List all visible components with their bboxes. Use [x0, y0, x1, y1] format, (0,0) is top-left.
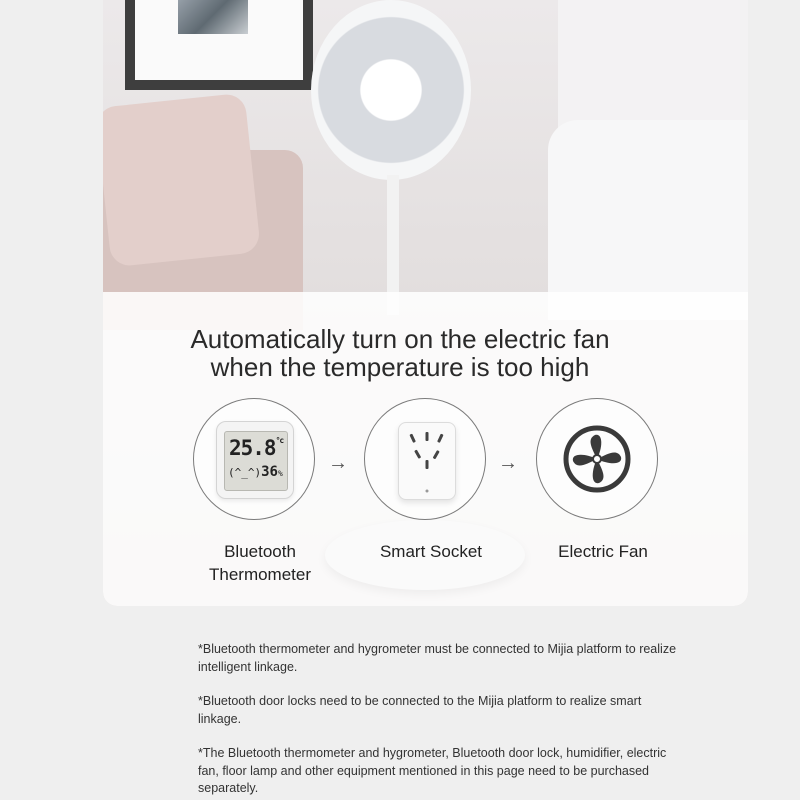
humidity-value: 36 — [261, 464, 278, 480]
comfort-face: (^_^) — [228, 466, 262, 479]
arrow-icon: → — [498, 452, 518, 474]
flow-label-thermometer: Bluetooth Thermometer — [208, 542, 312, 584]
socket-circle — [364, 398, 486, 520]
thermometer-circle — [193, 398, 315, 520]
flow-label-fan: Electric Fan — [558, 542, 648, 561]
smart-socket-icon — [398, 422, 456, 500]
pillow — [103, 93, 261, 268]
fan-circle — [536, 398, 658, 520]
headline-line-1: Automatically turn on the electric fan — [190, 324, 610, 354]
standing-fan — [311, 0, 471, 180]
bed — [548, 120, 748, 320]
picture-frame — [125, 0, 313, 90]
arrow-icon: → — [328, 452, 348, 474]
humidity-unit: % — [277, 469, 283, 478]
thermometer-hygrometer-icon — [216, 421, 294, 499]
footnote-2: *Bluetooth door locks need to be connected to the Mijia platform to realize smart linkage. — [198, 694, 642, 726]
flow-label-socket: Smart Socket — [379, 542, 483, 561]
temperature-value: 25.8 — [229, 436, 276, 460]
temperature-unit: °c — [275, 436, 284, 445]
headline-line-2: when the temperature is too high — [210, 352, 590, 382]
fan-icon — [561, 423, 633, 495]
footnote-1: *Bluetooth thermometer and hygrometer must be connected to Mijia platform to realize intelligent linkage. — [198, 642, 677, 674]
footnote-3: *The Bluetooth thermometer and hygrometer, Bluetooth door lock, humidifier, electric fan, floor lamp and other equipment mentioned in this page need to be purchased separately. — [198, 746, 667, 795]
